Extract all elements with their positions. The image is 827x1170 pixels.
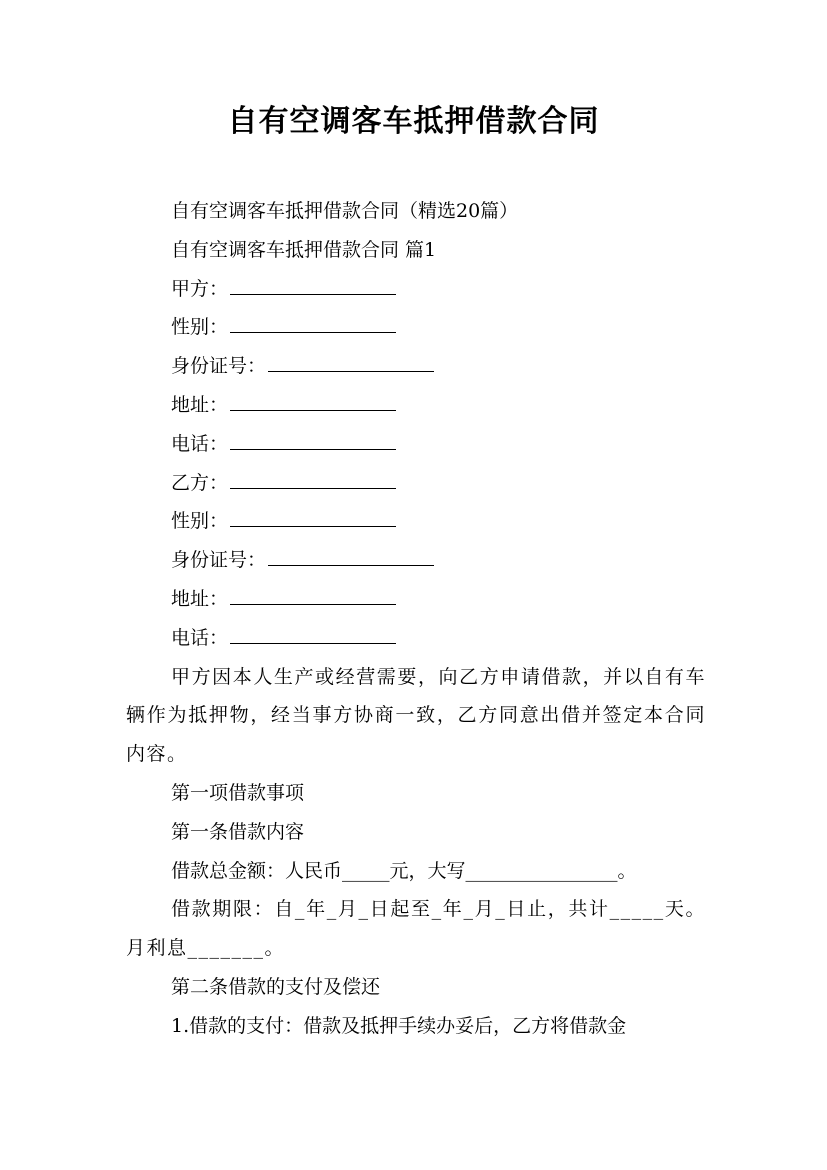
field-address-b bbox=[126, 580, 706, 619]
blank-underline bbox=[230, 506, 396, 527]
blank-underline bbox=[230, 312, 396, 333]
field-address-a bbox=[126, 386, 706, 425]
field-id-a bbox=[126, 347, 706, 386]
field-label: 地址： bbox=[171, 393, 229, 416]
article-heading: 第一条借款内容 bbox=[171, 820, 305, 843]
blank-underline bbox=[230, 623, 396, 644]
amount-line: 借款总金额：人民币_____元，大写________________。 bbox=[171, 859, 637, 882]
field-label: 乙方： bbox=[171, 471, 229, 494]
field-label: 甲方： bbox=[171, 277, 229, 300]
field-party-b bbox=[126, 464, 706, 503]
payment-line: 1.借款的支付：借款及抵押手续办妥后，乙方将借款金 bbox=[171, 1014, 627, 1037]
field-gender-b bbox=[126, 502, 706, 541]
blank-underline bbox=[230, 390, 396, 411]
field-phone-a bbox=[126, 425, 706, 464]
field-id-b bbox=[126, 541, 706, 580]
blank-underline bbox=[230, 429, 396, 450]
blank-underline bbox=[268, 351, 434, 372]
document-body bbox=[126, 192, 706, 1046]
article-heading: 第二条借款的支付及偿还 bbox=[171, 975, 381, 998]
intro-paragraph: 甲方因本人生产或经营需要，向乙方申请借款，并以自有车辆作为抵押物，经当事方协商一致，乙方同意出借并签定本合同内容。 bbox=[126, 665, 706, 766]
chapter-heading: 自有空调客车抵押借款合同 篇1 bbox=[171, 238, 437, 261]
document-title: 自有空调客车抵押借款合同 bbox=[227, 104, 600, 139]
field-label: 电话： bbox=[171, 432, 229, 455]
field-phone-b bbox=[126, 619, 706, 658]
field-label: 地址： bbox=[171, 587, 229, 610]
blank-underline bbox=[230, 468, 396, 489]
field-gender-a bbox=[126, 308, 706, 347]
subtitle-line: 自有空调客车抵押借款合同（精选20篇） bbox=[171, 200, 519, 222]
field-label: 身份证号： bbox=[171, 355, 267, 378]
section-heading: 第一项借款事项 bbox=[171, 781, 305, 804]
field-label: 性别： bbox=[171, 510, 229, 533]
field-label: 电话： bbox=[171, 626, 229, 649]
blank-underline bbox=[230, 274, 396, 295]
field-label: 身份证号： bbox=[171, 549, 267, 572]
term-line: 借款期限：自_年_月_日起至_年_月_日止，共计_____天。月利息_______。 bbox=[126, 898, 706, 960]
field-party-a bbox=[126, 270, 706, 309]
field-label: 性别： bbox=[171, 316, 229, 339]
blank-underline bbox=[268, 545, 434, 566]
blank-underline bbox=[230, 584, 396, 605]
